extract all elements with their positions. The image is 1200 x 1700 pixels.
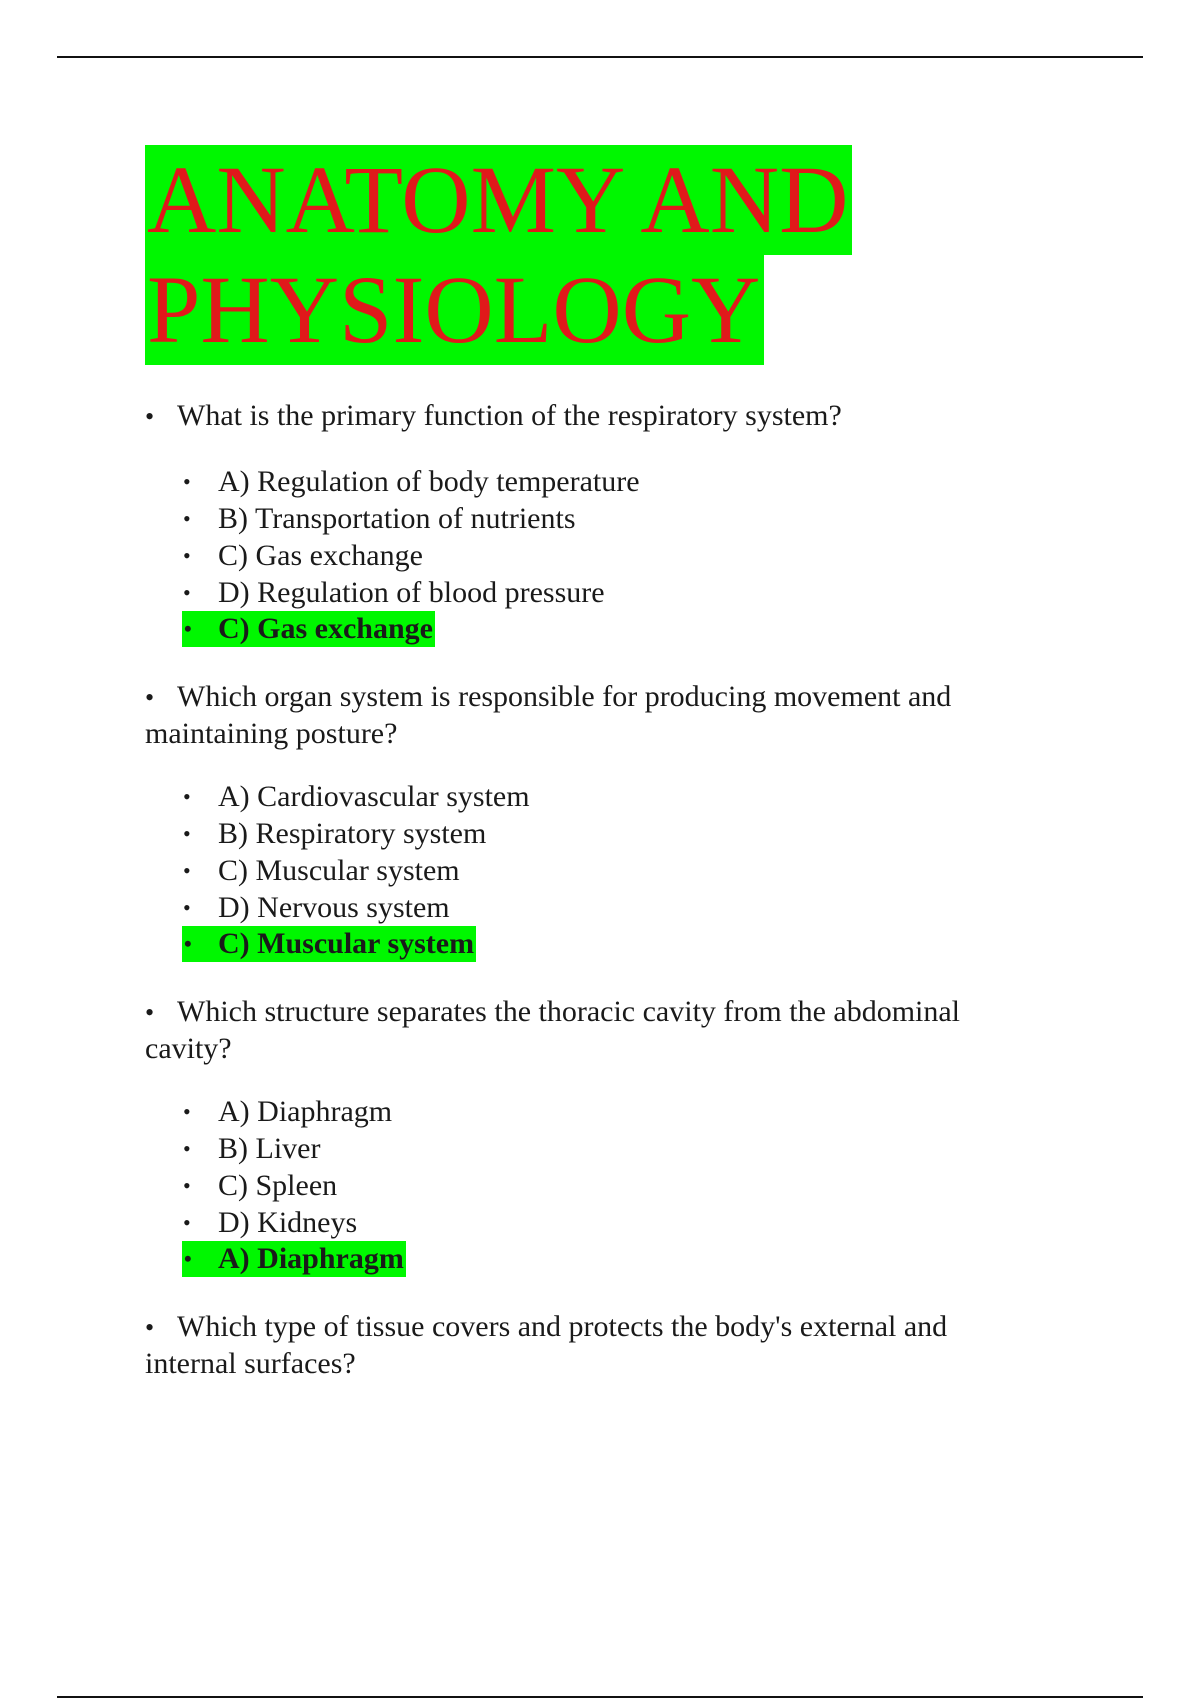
list-item bbox=[145, 852, 1045, 889]
list-item bbox=[145, 1204, 1045, 1241]
question-3-text: Which structure separates the thoracic cavity from the abdominal cavity? bbox=[145, 995, 961, 1065]
option-text: B) Respiratory system bbox=[218, 817, 487, 850]
question-block-4 bbox=[145, 1309, 1045, 1382]
list-item bbox=[145, 778, 1045, 815]
question-bullet-icon: • bbox=[145, 998, 155, 1027]
question-bullet-icon: • bbox=[145, 402, 155, 431]
question-1-options bbox=[145, 463, 1045, 611]
question-3 bbox=[145, 994, 1045, 1067]
question-2 bbox=[145, 679, 1045, 752]
list-item bbox=[145, 537, 1045, 574]
list-item bbox=[145, 815, 1045, 852]
question-2-text: Which organ system is responsible for producing movement and maintaining posture? bbox=[145, 680, 952, 750]
option-text: C) Muscular system bbox=[218, 854, 460, 887]
question-4 bbox=[145, 1309, 1045, 1382]
bullet-icon: • bbox=[183, 543, 191, 568]
bullet-icon: • bbox=[183, 1136, 191, 1161]
bullet-icon: • bbox=[183, 1210, 191, 1235]
option-text: B) Transportation of nutrients bbox=[218, 502, 576, 535]
header-rule bbox=[57, 56, 1143, 58]
option-text: D) Regulation of blood pressure bbox=[218, 576, 605, 609]
bullet-icon: • bbox=[184, 616, 192, 641]
bullet-icon: • bbox=[183, 895, 191, 920]
option-text: A) Diaphragm bbox=[218, 1095, 393, 1128]
question-3-options bbox=[145, 1093, 1045, 1241]
question-block-2 bbox=[145, 679, 1045, 962]
bullet-icon: • bbox=[183, 469, 191, 494]
question-1-text: What is the primary function of the respiratory system? bbox=[177, 399, 842, 432]
footer-rule bbox=[57, 1696, 1143, 1698]
question-4-text: Which type of tissue covers and protects the body's external and internal surfaces? bbox=[145, 1310, 948, 1380]
question-block-1 bbox=[145, 398, 1045, 647]
answer-highlight-3 bbox=[182, 1241, 406, 1277]
option-text: C) Spleen bbox=[218, 1169, 338, 1202]
bullet-icon: • bbox=[183, 1099, 191, 1124]
bullet-icon: • bbox=[183, 506, 191, 531]
answer-highlight-2 bbox=[182, 926, 476, 962]
list-item bbox=[145, 463, 1045, 500]
list-item bbox=[145, 1167, 1045, 1204]
answer-highlight-1 bbox=[182, 611, 435, 647]
title-line-2: PHYSIOLOGY bbox=[145, 255, 764, 365]
bullet-icon: • bbox=[184, 1246, 192, 1271]
bullet-icon: • bbox=[183, 580, 191, 605]
list-item bbox=[145, 889, 1045, 926]
answer-text: A) Diaphragm bbox=[218, 1242, 404, 1275]
question-bullet-icon: • bbox=[145, 1313, 155, 1342]
option-text: C) Gas exchange bbox=[218, 539, 423, 572]
question-1 bbox=[145, 398, 1045, 435]
bullet-icon: • bbox=[183, 1173, 191, 1198]
question-block-3 bbox=[145, 994, 1045, 1277]
document-body bbox=[145, 145, 1045, 1382]
question-bullet-icon: • bbox=[145, 683, 155, 712]
option-text: D) Nervous system bbox=[218, 891, 450, 924]
title-line-1: ANATOMY AND bbox=[145, 145, 852, 255]
answer-text: C) Muscular system bbox=[218, 927, 475, 960]
bullet-icon: • bbox=[183, 784, 191, 809]
bullet-icon: • bbox=[184, 931, 192, 956]
list-item bbox=[145, 1130, 1045, 1167]
option-text: A) Regulation of body temperature bbox=[218, 465, 640, 498]
list-item bbox=[145, 574, 1045, 611]
list-item bbox=[145, 500, 1045, 537]
option-text: A) Cardiovascular system bbox=[218, 780, 530, 813]
answer-text: C) Gas exchange bbox=[218, 612, 433, 645]
question-2-options bbox=[145, 778, 1045, 926]
bullet-icon: • bbox=[183, 821, 191, 846]
bullet-icon: • bbox=[183, 858, 191, 883]
document-title bbox=[145, 145, 1045, 365]
list-item bbox=[145, 1093, 1045, 1130]
option-text: B) Liver bbox=[218, 1132, 321, 1165]
option-text: D) Kidneys bbox=[218, 1206, 358, 1239]
